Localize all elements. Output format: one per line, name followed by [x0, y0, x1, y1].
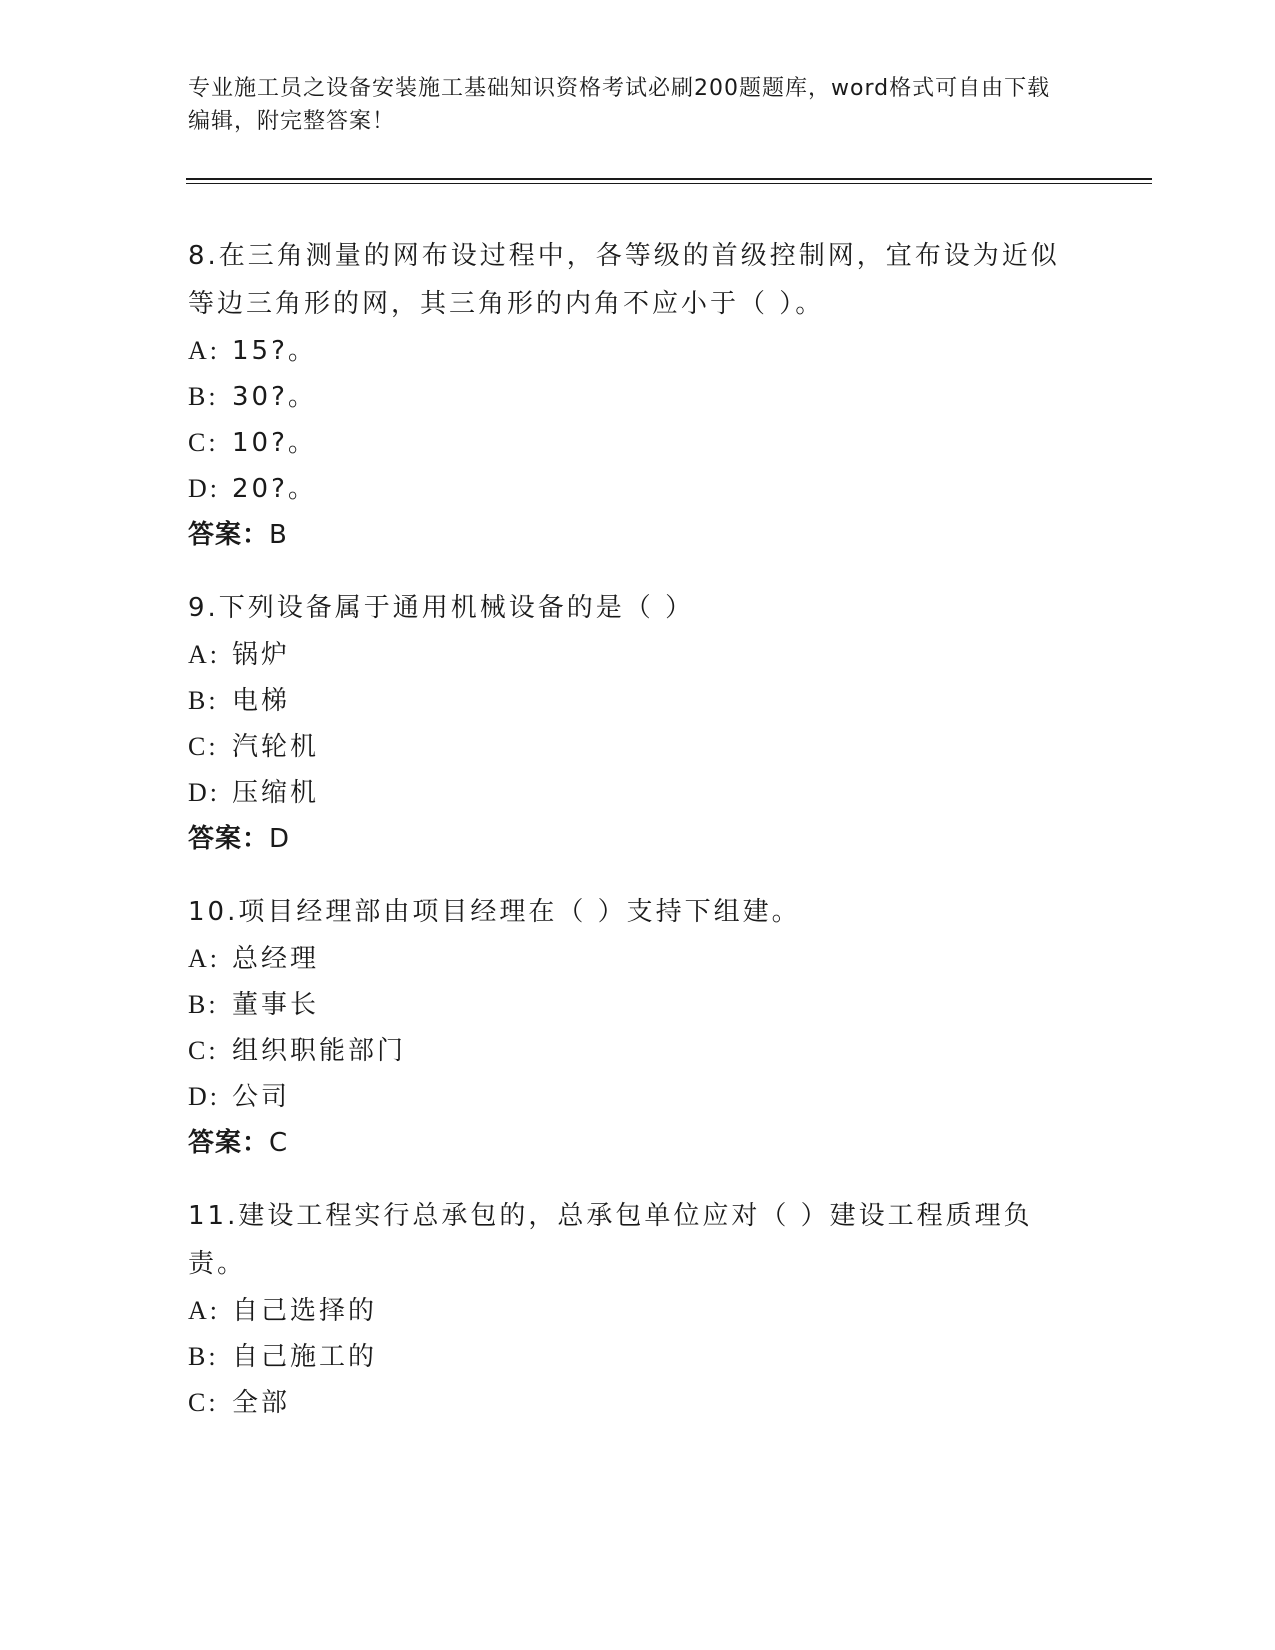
answer-label: 答案： — [188, 1128, 270, 1158]
option-a — [188, 328, 1088, 374]
option-d — [188, 466, 1088, 512]
option-text: 公司 — [232, 1082, 291, 1112]
answer-label: 答案： — [188, 520, 270, 550]
option-text: 自己施工的 — [232, 1342, 378, 1372]
answer-line — [188, 1120, 1088, 1166]
answer-value: D — [269, 824, 291, 854]
option-text: 电梯 — [232, 686, 291, 716]
option-letter: B: — [188, 382, 219, 411]
question-8 — [188, 232, 1088, 558]
question-stem: 9.下列设备属于通用机械设备的是（ ） — [188, 593, 695, 623]
option-c — [188, 420, 1088, 466]
option-c — [188, 1380, 1088, 1426]
option-c — [188, 1028, 1088, 1074]
answer-line — [188, 816, 1088, 862]
option-letter: D: — [188, 1082, 220, 1111]
option-b — [188, 1334, 1088, 1380]
option-d — [188, 1074, 1088, 1120]
option-letter: C: — [188, 1388, 219, 1417]
question-stem: 8.在三角测量的网布设过程中，各等级的首级控制网，宜布设为近似等边三角形的网，其三角形的内角不应小于（ ）。 — [188, 241, 1060, 319]
option-text: 10?。 — [232, 428, 317, 458]
option-text: 全部 — [232, 1388, 291, 1418]
option-text: 锅炉 — [232, 640, 291, 670]
option-text: 组织职能部门 — [232, 1036, 407, 1066]
option-letter: A: — [188, 944, 220, 973]
document-header: 专业施工员之设备安装施工基础知识资格考试必刷200题题库，word格式可自由下载编辑，附完整答案！ — [188, 76, 1051, 134]
answer-line — [188, 512, 1088, 558]
option-a — [188, 632, 1088, 678]
question-9 — [188, 584, 1088, 862]
answer-value: B — [269, 520, 288, 550]
option-text: 30?。 — [232, 382, 317, 412]
option-b — [188, 374, 1088, 420]
header-divider-thin — [186, 183, 1152, 184]
option-text: 总经理 — [232, 944, 320, 974]
option-b — [188, 982, 1088, 1028]
question-stem: 10.项目经理部由项目经理在（ ）支持下组建。 — [188, 897, 801, 927]
option-text: 董事长 — [232, 990, 320, 1020]
option-letter: D: — [188, 778, 220, 807]
option-text: 15?。 — [232, 336, 317, 366]
question-list — [188, 232, 1088, 1452]
option-b — [188, 678, 1088, 724]
option-letter: A: — [188, 1296, 220, 1325]
option-a — [188, 1288, 1088, 1334]
option-letter: C: — [188, 732, 219, 761]
option-letter: B: — [188, 1342, 219, 1371]
option-letter: B: — [188, 990, 219, 1019]
question-stem: 11.建设工程实行总承包的，总承包单位应对（ ）建设工程质理负责。 — [188, 1201, 1033, 1279]
question-11 — [188, 1192, 1088, 1426]
option-letter: C: — [188, 1036, 219, 1065]
option-a — [188, 936, 1088, 982]
option-c — [188, 724, 1088, 770]
option-d — [188, 770, 1088, 816]
option-text: 20?。 — [232, 474, 317, 504]
answer-label: 答案： — [188, 824, 270, 854]
answer-value: C — [269, 1128, 289, 1158]
option-text: 汽轮机 — [232, 732, 320, 762]
option-letter: A: — [188, 640, 220, 669]
option-text: 自己选择的 — [232, 1296, 378, 1326]
header-divider-thick — [186, 178, 1152, 180]
question-10 — [188, 888, 1088, 1166]
option-letter: A: — [188, 336, 220, 365]
option-letter: B: — [188, 686, 219, 715]
option-letter: D: — [188, 474, 220, 503]
option-text: 压缩机 — [232, 778, 320, 808]
option-letter: C: — [188, 428, 219, 457]
